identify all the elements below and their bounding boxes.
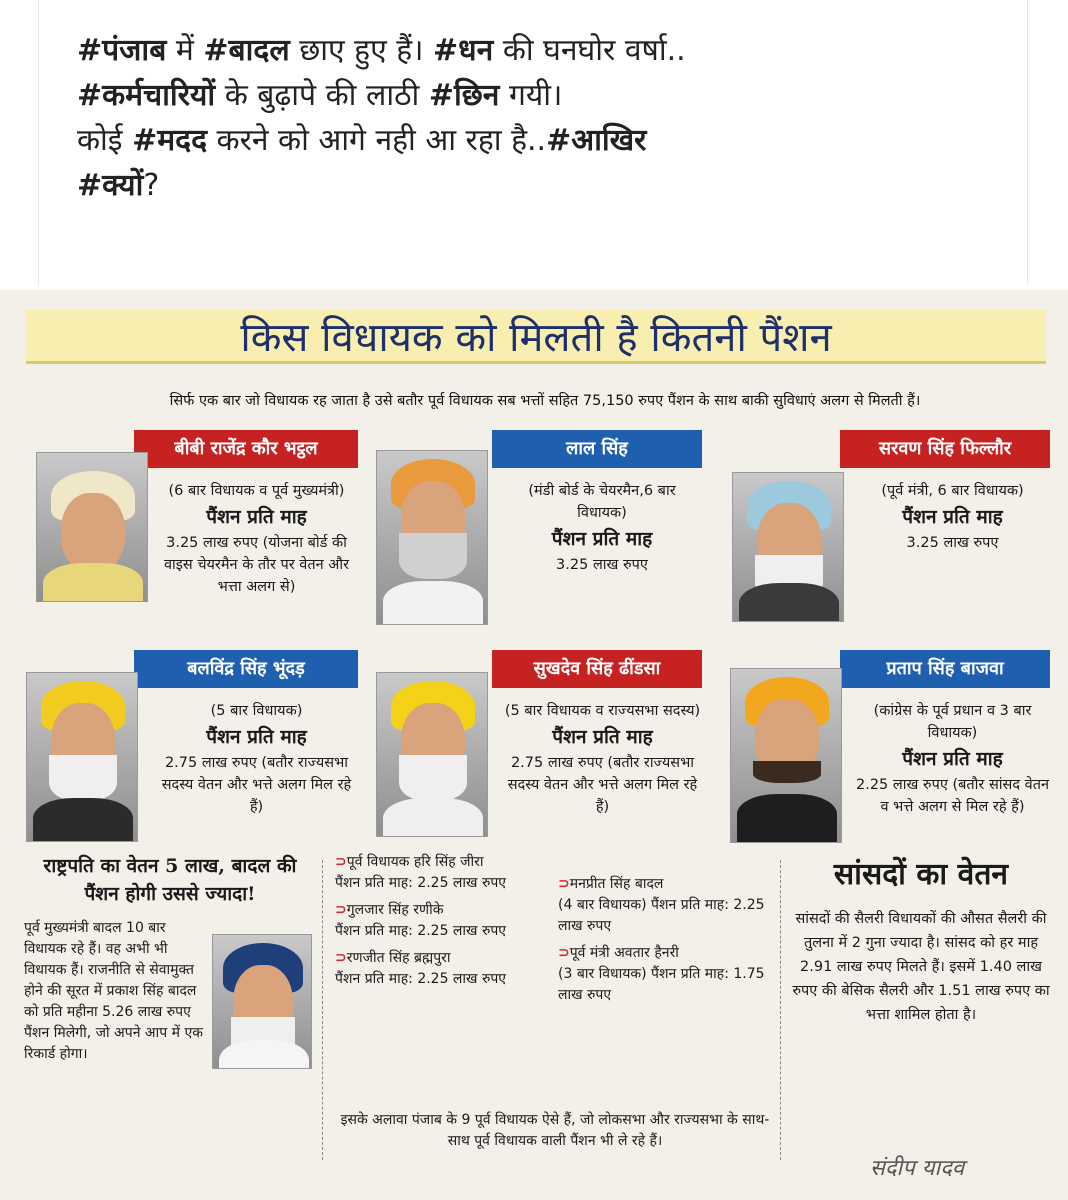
clipping-headline: किस विधायक को मिलती है कितनी पैंशन	[26, 310, 1046, 364]
list-item: ⊃रणजीत सिंह ब्रह्मपुरा पैंशन प्रति माह: 2.25 लाख रुपए	[335, 950, 507, 987]
card-dhindsa	[372, 650, 710, 855]
card-name-tag: बीबी राजेंद्र कौर भट्ठल	[134, 430, 358, 468]
post-text	[38, 0, 1028, 285]
photo-woman	[36, 452, 148, 602]
photo-blue-turban	[212, 934, 312, 1069]
photo-orange-turban	[730, 668, 842, 843]
card-text: (मंडी बोर्ड के चेयरमैन,6 बार विधायक) पैंशन प्रति माह 3.25 लाख रुपए	[528, 483, 676, 573]
mp-salary-section	[790, 852, 1052, 1188]
photo-blue-turban	[732, 472, 844, 622]
card-name-tag: बलविंद्र सिंह भूंदड़	[134, 650, 358, 688]
news-clipping-image[interactable]	[0, 290, 1068, 1200]
card-lal-singh	[372, 430, 710, 635]
clipping-subline: सिर्फ एक बार जो विधायक रह जाता है उसे बतौर पूर्व विधायक सब भत्तों सहित 75,150 रुपए पैंशन के साथ बाकी सुविधाएं अलग से मिलती हैं।	[169, 393, 921, 409]
card-name-tag: सुखदेव सिंह ढींडसा	[492, 650, 702, 688]
mp-salary-headline: सांसदों का वेतन	[833, 857, 1009, 892]
post-line-1: #पंजाब में #बादल छाए हुए हैं। #धन की घनघोर वर्षा..	[77, 33, 686, 68]
footnote: इसके अलावा पंजाब के 9 पूर्व विधायक ऐसे हैं, जो लोकसभा और राज्यसभा के साथ-साथ पूर्व विधायक वाली पैंशन भी ले रहे हैं।	[340, 1112, 770, 1149]
signature: संदीप यादव	[870, 1156, 965, 1181]
card-text: (5 बार विधायक व राज्यसभा सदस्य) पैंशन प्रति माह 2.75 लाख रुपए (बतौर राज्यसभा सदस्य वेतन और भत्ते अलग मिल रहे हैं)	[504, 703, 701, 815]
card-bhattal	[24, 430, 362, 635]
president-body: पूर्व मुख्यमंत्री बादल 10 बार विधायक रहे हैं। वह अभी भी विधायक हैं। राजनीति से सेवामुक्त होने की सूरत में प्रकाश सिंह बादल को प्रति महीना 5.26 लाख रुपए पैंशन मिलेगी, जो अपने आप में एक रिकार्ड होगा।	[24, 920, 203, 1062]
list-item: ⊃मनप्रीत सिंह बादल (4 बार विधायक) पैंशन प्रति माह: 2.25 लाख रुपए	[558, 876, 765, 934]
column-divider	[780, 860, 781, 1160]
post-line-4: #क्यों?	[77, 168, 160, 203]
card-bajwa	[720, 650, 1058, 855]
president-headline: राष्ट्रपति का वेतन 5 लाख, बादल की पैंशन होगी उससे ज्यादा!	[43, 855, 297, 905]
card-bhundar	[24, 650, 362, 855]
list-item: ⊃पूर्व मंत्री अवतार हैनरी (3 बार विधायक) पैंशन प्रति माह: 1.75 लाख रुपए	[558, 945, 765, 1003]
post-line-3: कोई #मदद करने को आगे नही आ रहा है..#आखिर	[77, 123, 647, 158]
card-name-tag: प्रताप सिंह बाजवा	[840, 650, 1050, 688]
card-text: (पूर्व मंत्री, 6 बार विधायक) पैंशन प्रति माह 3.25 लाख रुपए	[881, 483, 1024, 551]
card-name-tag: सरवण सिंह फिल्लौर	[840, 430, 1050, 468]
post-line-2: #कर्मचारियों के बुढ़ापे की लाठी #छिन गयी।	[77, 78, 563, 113]
card-text: (6 बार विधायक व पूर्व मुख्यमंत्री) पैंशन प्रति माह 3.25 लाख रुपए (योजना बोर्ड की वाइस चेयरमैन के तौर पर वेतन और भत्ता अलग से)	[163, 483, 350, 595]
president-salary-section	[24, 852, 316, 1188]
column-divider	[322, 860, 323, 1160]
mp-salary-body: सांसदों की सैलरी विधायकों की औसत सैलरी की तुलना में 2 गुना ज्यादा है। सांसद को हर माह 2.91 लाख रुपए मिलते हैं। इसमें 1.40 लाख रुपए की बेसिक सैलरी और 1.51 लाख रुपए का भत्ता शामिल होता है।	[792, 911, 1050, 1023]
card-sarwan-singh	[720, 430, 1058, 635]
photo-orange-turban	[376, 450, 488, 625]
card-text: (5 बार विधायक) पैंशन प्रति माह 2.75 लाख रुपए (बतौर राज्यसभा सदस्य वेतन और भत्ते अलग मिल रहे हैं)	[161, 703, 352, 815]
card-text: (कांग्रेस के पूर्व प्रधान व 3 बार विधायक) पैंशन प्रति माह 2.25 लाख रुपए (बतौर सांसद वेतन व भत्ते अलग से मिल रहे हैं)	[855, 703, 1050, 815]
list-item: ⊃गुलजार सिंह रणीके पैंशन प्रति माह: 2.25 लाख रुपए	[335, 902, 507, 939]
list-item: ⊃पूर्व विधायक हरि सिंह जीरा पैंशन प्रति माह: 2.25 लाख रुपए	[335, 854, 507, 891]
photo-yellow-turban	[376, 672, 488, 837]
card-name-tag: लाल सिंह	[492, 430, 702, 468]
photo-yellow-turban	[26, 672, 138, 842]
